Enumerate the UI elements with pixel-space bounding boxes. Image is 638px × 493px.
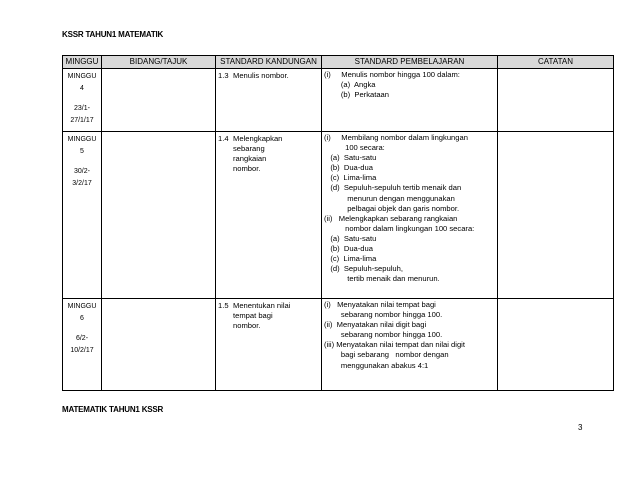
page-number: 3 [578, 423, 583, 432]
sp-line: (iii) Menyatakan nilai tempat dan nilai digit [324, 340, 465, 350]
sk-line: nombor. [233, 164, 261, 173]
document-footer: MATEMATIK TAHUN1 KSSR [62, 405, 164, 414]
standard-pembelajaran-cell [322, 299, 498, 391]
sk-line: tempat bagi [233, 311, 273, 320]
week-date-start: 23/1- [74, 105, 90, 112]
sp-line: (b) Dua-dua [324, 244, 373, 254]
sp-line: bagi sebarang nombor dengan [324, 350, 449, 360]
week-date-start: 30/2- [74, 168, 90, 175]
sp-line: (ii) Melengkapkan sebarang rangkaian [324, 213, 458, 223]
sp-line: sebarang nombor hingga 100. [324, 330, 443, 340]
standard-pembelajaran-cell [322, 132, 498, 299]
standard-kandungan-cell [216, 299, 322, 391]
week-cell [63, 299, 102, 391]
sk-number: 1.3 [218, 71, 229, 80]
week-cell [63, 69, 102, 132]
table-row [63, 69, 614, 132]
standard-kandungan-cell [216, 132, 322, 299]
catatan-cell [498, 299, 614, 391]
sp-line: 100 secara: [324, 143, 385, 153]
sk-line: Melengkapkan [233, 134, 283, 143]
sp-line: (ii) Menyatakan nilai digit bagi [324, 320, 427, 330]
week-number: 6 [80, 315, 84, 322]
bidang-cell [102, 132, 216, 299]
catatan-cell [498, 132, 614, 299]
sp-line: (i) Membilang nombor dalam lingkungan [324, 133, 468, 142]
column-header-bidang-tajuk: BIDANG/TAJUK [102, 56, 216, 69]
sp-line: (a) Satu-satu [324, 153, 377, 163]
sk-line: rangkaian [233, 154, 267, 163]
week-label: MINGGU [67, 303, 97, 310]
sp-line: menurun dengan menggunakan [324, 193, 455, 203]
sk-line: sebarang [233, 144, 265, 153]
standard-kandungan-cell [216, 69, 322, 132]
week-date-start: 6/2- [75, 335, 89, 342]
sp-line: sebarang nombor hingga 100. [324, 310, 443, 320]
week-label: MINGGU [67, 136, 97, 143]
document-header: KSSR TAHUN1 MATEMATIK [62, 30, 164, 39]
table-header-row [63, 56, 614, 69]
catatan-cell [498, 69, 614, 132]
sp-line: nombor dalam lingkungan 100 secara: [324, 223, 475, 233]
sp-line: pelbagai objek dan garis nombor. [324, 203, 460, 213]
sp-line: menggunakan abakus 4:1 [324, 360, 429, 370]
column-header-standard-kandungan: STANDARD KANDUNGAN [216, 56, 322, 69]
week-date-end: 10/2/17 [70, 347, 94, 354]
sk-line: nombor. [233, 321, 261, 330]
column-header-catatan: CATATAN [498, 56, 614, 69]
bidang-cell [102, 69, 216, 132]
week-number: 4 [80, 85, 84, 92]
sp-line: (b) Perkataan [324, 90, 389, 100]
standard-pembelajaran-cell [322, 69, 498, 132]
week-number: 5 [80, 148, 84, 155]
table-row [63, 299, 614, 391]
sp-line: (c) Lima-lima [324, 173, 377, 183]
sp-line: (d) Sepuluh-sepuluh tertib menaik dan [324, 183, 462, 193]
sp-line: (i) Menyatakan nilai tempat bagi [324, 300, 436, 309]
sp-line: (d) Sepuluh-sepuluh, [324, 264, 403, 274]
sp-line: (b) Dua-dua [324, 163, 373, 173]
sp-line: (i) Menulis nombor hingga 100 dalam: [324, 70, 460, 79]
sp-line: (a) Angka [324, 80, 376, 90]
column-header-standard-pembelajaran: STANDARD PEMBELAJARAN [322, 56, 498, 69]
sp-line: (a) Satu-satu [324, 233, 377, 243]
week-cell [63, 132, 102, 299]
lesson-plan-table [62, 55, 614, 391]
week-date-end: 3/2/17 [72, 180, 92, 187]
sk-number: 1.5 [218, 301, 229, 310]
bidang-cell [102, 299, 216, 391]
column-header-minggu: MINGGU [63, 56, 102, 69]
week-date-end: 27/1/17 [70, 117, 94, 124]
sp-line: (c) Lima-lima [324, 254, 377, 264]
table-row [63, 132, 614, 299]
sk-number: 1.4 [218, 134, 229, 143]
sk-line: Menentukan nilai [233, 301, 291, 310]
week-label: MINGGU [67, 73, 97, 80]
sk-line: Menulis nombor. [233, 71, 289, 80]
sp-line: tertib menaik dan menurun. [324, 274, 440, 284]
